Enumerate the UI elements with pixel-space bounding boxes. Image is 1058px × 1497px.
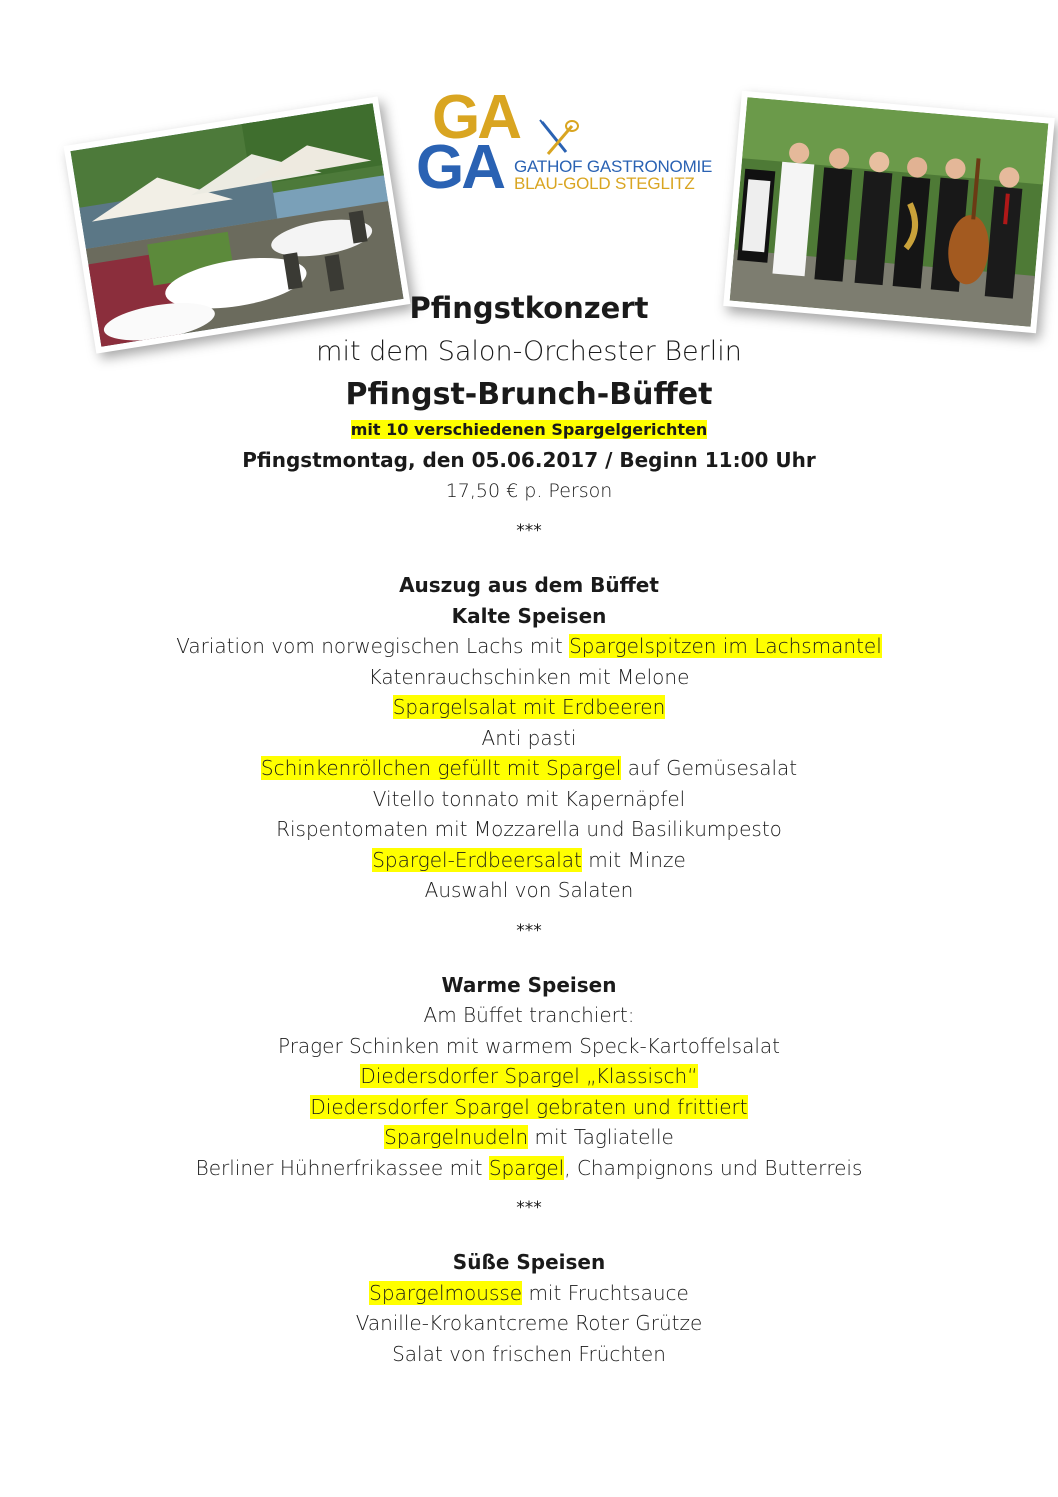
menu-item: Vanille-Krokantcreme Roter Grütze [355,1311,703,1335]
menu-item: Am Büffet tranchiert: [423,1003,635,1027]
menu-item: Rispentomaten mit Mozzarella und Basilikumpesto [276,817,782,841]
menu-item: Diedersdorfer Spargel „Klassisch“ [360,1064,698,1088]
logo-letters-top: GA [432,83,519,152]
flyer-content [80,286,978,1369]
cold-items [80,631,978,906]
event-subtitle: mit dem Salon-Orchester Berlin [316,336,742,367]
logo-tagline-2: BLAU-GOLD STEGLITZ [514,174,695,193]
brunch-title: Pfingst-Brunch-Büffet [345,377,713,412]
menu-item: Variation vom norwegischen Lachs mit Spargelspitzen im Lachsmantel [176,634,882,658]
logo-letters-bottom: GA [416,133,503,202]
menu-item: Vitello tonnato mit Kapernäpfel [372,786,686,811]
event-price: 17,50 € p. Person [445,480,613,502]
menu-item: Spargelmousse mit Fruchtsauce [369,1280,689,1305]
buffet-heading: Auszug aus dem Büffet [399,573,659,597]
warm-heading: Warme Speisen [441,972,617,997]
event-title: Pfingstkonzert [409,291,649,325]
separator: *** [516,1198,542,1218]
warm-items [80,1000,978,1183]
event-date: Pfingstmontag, den 05.06.2017 / Beginn 11:00 Uhr [242,448,816,472]
separator: *** [516,920,542,941]
sweet-items [80,1278,978,1370]
separator: *** [516,521,542,541]
menu-item: Salat von frischen Früchten [392,1341,666,1366]
menu-item: Katenrauchschinken mit Melone [368,664,690,689]
gaga-logo [412,83,713,202]
menu-item: Auswahl von Salaten [424,878,634,902]
cold-heading: Kalte Speisen [451,603,607,628]
menu-item: Berliner Hühnerfrikassee mit Spargel, Champignons und Butterreis [195,1155,863,1180]
menu-item: Spargel-Erdbeersalat mit Minze [372,847,686,872]
asparagus-note: mit 10 verschiedenen Spargelgerichten [350,420,708,439]
menu-item: Diedersdorfer Spargel gebraten und frittiert [310,1094,748,1119]
sweet-heading: Süße Speisen [452,1250,606,1274]
menu-item: Anti pasti [481,725,577,750]
menu-item: Prager Schinken mit warmem Speck-Kartoffelsalat [277,1033,780,1058]
menu-item: Spargelsalat mit Erdbeeren [392,695,666,719]
menu-item: Spargelnudeln mit Tagliatelle [384,1125,674,1149]
fork-whisk-icon [536,118,580,158]
logo-tagline-1: GATHOF GASTRONOMIE [514,157,713,176]
menu-item: Schinkenröllchen gefüllt mit Spargel auf Gemüsesalat [260,756,798,780]
